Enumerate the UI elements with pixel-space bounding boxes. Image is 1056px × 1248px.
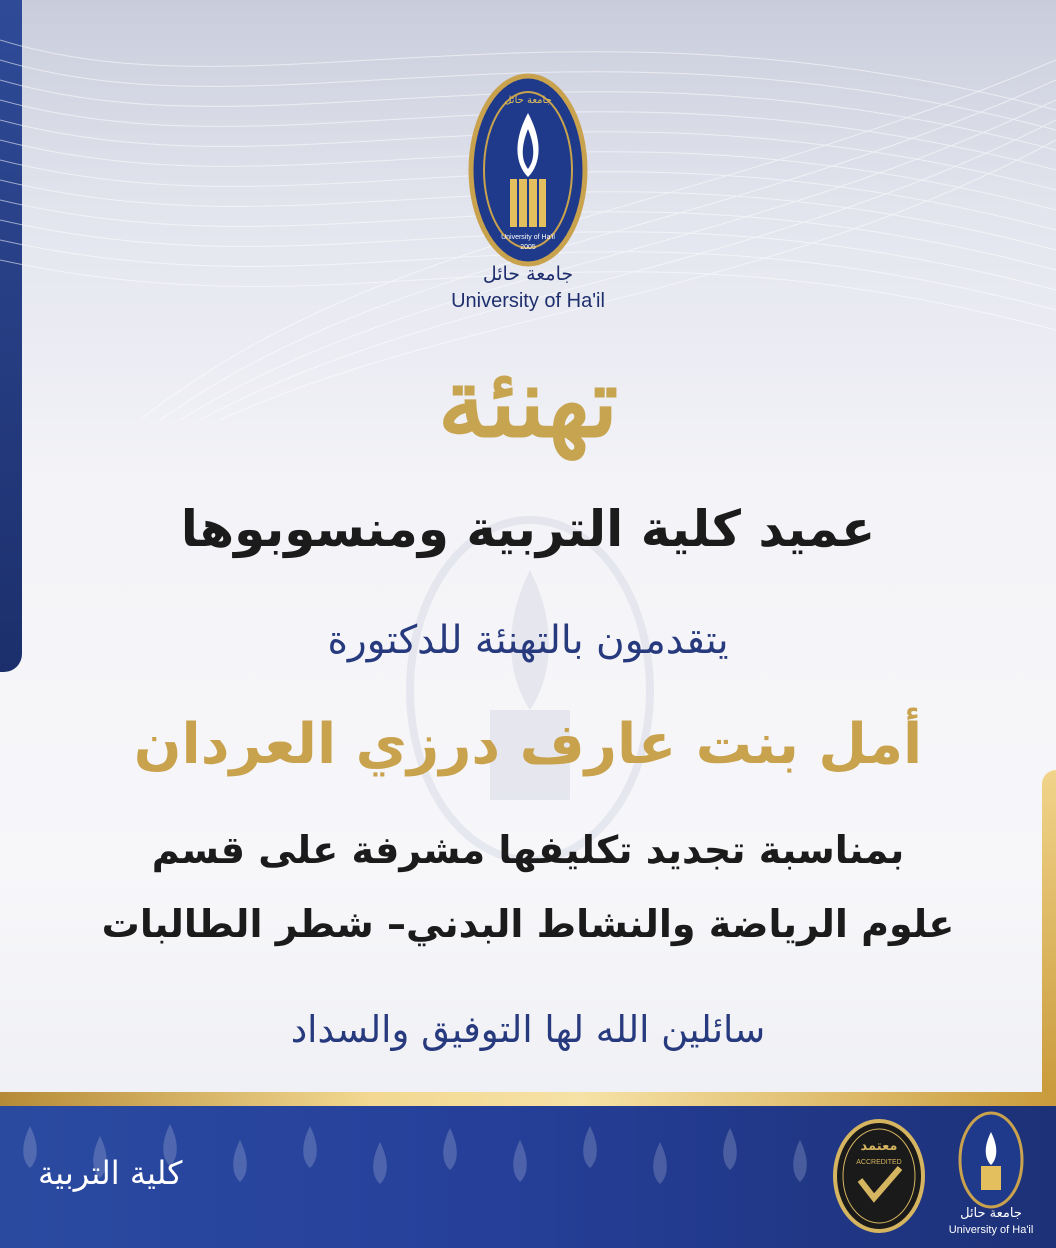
university-seal-icon bbox=[468, 73, 588, 268]
seal-year: 2005 bbox=[520, 244, 536, 251]
congratulate-line: يتقدمون بالتهنئة للدكتورة bbox=[327, 618, 729, 663]
closing-line: سائلين الله لها التوفيق والسداد bbox=[290, 1008, 766, 1051]
accredited-arabic: معتمد bbox=[860, 1139, 898, 1154]
department-line: علوم الرياضة والنشاط البدني– شطر الطالبات bbox=[101, 902, 955, 946]
seal-english-text: University of Ha'il bbox=[501, 234, 555, 241]
footer-seal-icon bbox=[958, 1110, 1024, 1210]
watermark-seal-icon bbox=[400, 510, 660, 870]
accredited-english: ACCREDITED bbox=[856, 1159, 902, 1166]
college-name: كلية التربية bbox=[38, 1154, 183, 1192]
university-name-english: University of Ha'il bbox=[451, 290, 605, 312]
dean-line: عميد كلية التربية ومنسوبوها bbox=[180, 500, 876, 558]
footer-university-english: University of Ha'il bbox=[948, 1224, 1034, 1236]
university-name-arabic: جامعة حائل bbox=[482, 263, 574, 285]
seal-arabic-text: جامعة حائل bbox=[504, 95, 552, 106]
honoree-name: أمل بنت عارف درزي العردان bbox=[133, 712, 923, 777]
footer-university-arabic: جامعة حائل bbox=[960, 1206, 1022, 1221]
congratulations-title: تهنئة bbox=[437, 346, 619, 459]
occasion-line: بمناسبة تجديد تكليفها مشرفة على قسم bbox=[151, 828, 905, 872]
accredited-badge-icon bbox=[832, 1118, 926, 1234]
footer-bar bbox=[0, 1106, 1056, 1248]
